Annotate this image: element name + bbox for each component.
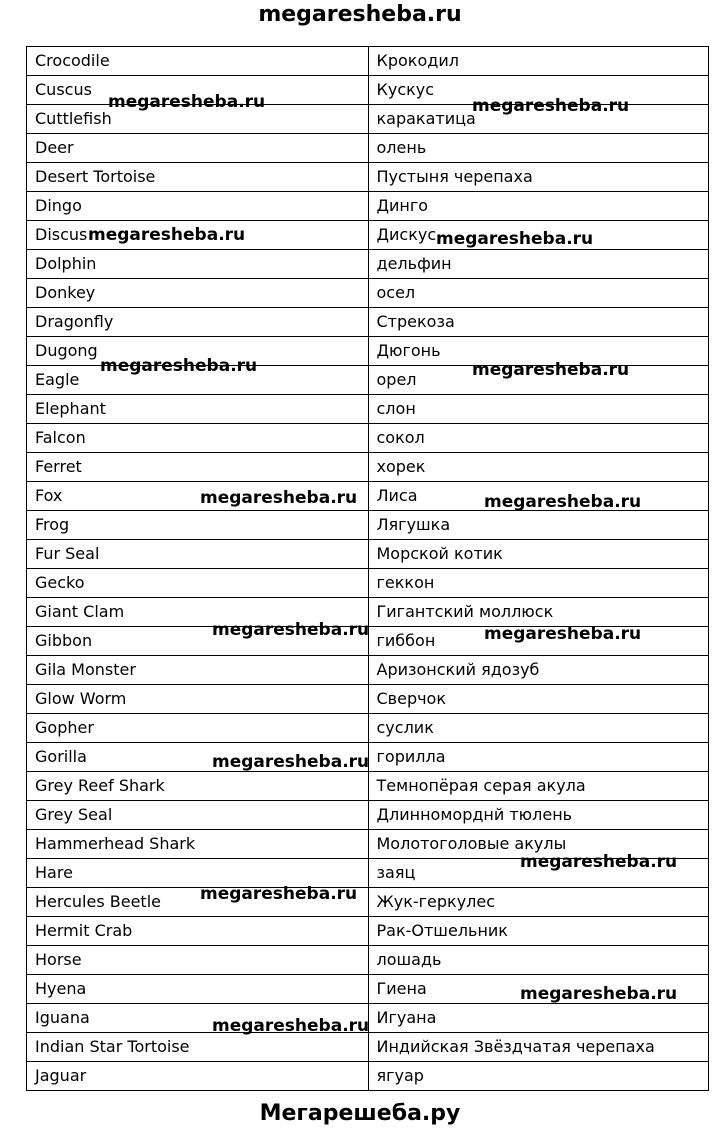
table-row — [27, 975, 709, 1004]
table-row — [27, 1033, 709, 1062]
table-row — [27, 714, 709, 743]
table-row — [27, 424, 709, 453]
english-word-cell: Dugong — [27, 337, 369, 366]
english-word-cell: Glow Worm — [27, 685, 369, 714]
table-row — [27, 250, 709, 279]
russian-word-cell: Аризонский ядозуб — [368, 656, 709, 685]
russian-word-cell: каракатица — [368, 105, 709, 134]
english-word-cell: Horse — [27, 946, 369, 975]
english-word-cell: Dragonfly — [27, 308, 369, 337]
english-word-cell: Indian Star Tortoise — [27, 1033, 369, 1062]
table-row — [27, 482, 709, 511]
english-word-cell: Hermit Crab — [27, 917, 369, 946]
english-word-cell: Donkey — [27, 279, 369, 308]
russian-word-cell: Лягушка — [368, 511, 709, 540]
table-row — [27, 627, 709, 656]
russian-word-cell: Стрекоза — [368, 308, 709, 337]
table-row — [27, 888, 709, 917]
watermark-text: megaresheba.ru — [472, 96, 630, 116]
english-word-cell: Grey Reef Shark — [27, 772, 369, 801]
english-word-cell: Dolphin — [27, 250, 369, 279]
russian-word-cell: Гиена — [368, 975, 709, 1004]
english-word-cell: Desert Tortoise — [27, 163, 369, 192]
table-row — [27, 105, 709, 134]
site-header: megaresheba.ru — [258, 2, 462, 27]
watermark-text: megaresheba.ru — [108, 92, 266, 112]
table-row — [27, 946, 709, 975]
table-row — [27, 540, 709, 569]
russian-word-cell: Пустыня черепаха — [368, 163, 709, 192]
vocabulary-table — [26, 46, 709, 1091]
watermark-text: megaresheba.ru — [88, 225, 246, 245]
english-word-cell: Iguana — [27, 1004, 369, 1033]
russian-word-cell: гиббон — [368, 627, 709, 656]
russian-word-cell: осел — [368, 279, 709, 308]
russian-word-cell: Гигантский моллюск — [368, 598, 709, 627]
russian-word-cell: горилла — [368, 743, 709, 772]
russian-word-cell: орел — [368, 366, 709, 395]
english-word-cell: Gopher — [27, 714, 369, 743]
english-word-cell: Frog — [27, 511, 369, 540]
russian-word-cell: Сверчок — [368, 685, 709, 714]
watermark-text: megaresheba.ru — [484, 492, 642, 512]
site-footer: Мегарешеба.ру — [259, 1101, 461, 1126]
table-row — [27, 685, 709, 714]
english-word-cell: Hyena — [27, 975, 369, 1004]
russian-word-cell: хорек — [368, 453, 709, 482]
russian-word-cell: лошадь — [368, 946, 709, 975]
watermark-text: megaresheba.ru — [200, 884, 358, 904]
russian-word-cell: заяц — [368, 859, 709, 888]
english-word-cell: Fur Seal — [27, 540, 369, 569]
english-word-cell: Elephant — [27, 395, 369, 424]
table-row — [27, 917, 709, 946]
table-row — [27, 772, 709, 801]
english-word-cell: Crocodile — [27, 47, 369, 76]
table-row — [27, 47, 709, 76]
table-row — [27, 163, 709, 192]
english-word-cell: Jaguar — [27, 1062, 369, 1091]
russian-word-cell: Динго — [368, 192, 709, 221]
english-word-cell: Gorilla — [27, 743, 369, 772]
english-word-cell: Gecko — [27, 569, 369, 598]
russian-word-cell: Морской котик — [368, 540, 709, 569]
english-word-cell: Deer — [27, 134, 369, 163]
english-word-cell: Fox — [27, 482, 369, 511]
english-word-cell: Hare — [27, 859, 369, 888]
russian-word-cell: Жук-геркулес — [368, 888, 709, 917]
russian-word-cell: суслик — [368, 714, 709, 743]
table-row — [27, 453, 709, 482]
watermark-text: megaresheba.ru — [484, 624, 642, 644]
russian-word-cell: Длинноморднй тюлень — [368, 801, 709, 830]
vocabulary-table-body — [27, 47, 709, 1091]
english-word-cell: Hammerhead Shark — [27, 830, 369, 859]
watermark-text: megaresheba.ru — [100, 356, 258, 376]
table-row — [27, 1004, 709, 1033]
table-row — [27, 395, 709, 424]
english-word-cell: Gila Monster — [27, 656, 369, 685]
table-row — [27, 569, 709, 598]
english-word-cell: Giant Clam — [27, 598, 369, 627]
russian-word-cell: Дюгонь — [368, 337, 709, 366]
english-word-cell: Cuscus — [27, 76, 369, 105]
table-row — [27, 859, 709, 888]
watermark-text: megaresheba.ru — [520, 984, 678, 1004]
russian-word-cell: Дискус — [368, 221, 709, 250]
russian-word-cell: Кускус — [368, 76, 709, 105]
table-row — [27, 192, 709, 221]
english-word-cell: Gibbon — [27, 627, 369, 656]
russian-word-cell: Молотоголовые акулы — [368, 830, 709, 859]
english-word-cell: Grey Seal — [27, 801, 369, 830]
watermark-text: megaresheba.ru — [212, 620, 370, 640]
watermark-text: megaresheba.ru — [472, 360, 630, 380]
table-row — [27, 308, 709, 337]
table-row — [27, 76, 709, 105]
russian-word-cell: слон — [368, 395, 709, 424]
russian-word-cell: Темнопёрая серая акула — [368, 772, 709, 801]
table-row — [27, 511, 709, 540]
russian-word-cell: Лиса — [368, 482, 709, 511]
english-word-cell: Dingo — [27, 192, 369, 221]
watermark-text: megaresheba.ru — [212, 752, 370, 772]
russian-word-cell: Игуана — [368, 1004, 709, 1033]
russian-word-cell: сокол — [368, 424, 709, 453]
russian-word-cell: дельфин — [368, 250, 709, 279]
table-row — [27, 134, 709, 163]
russian-word-cell: олень — [368, 134, 709, 163]
russian-word-cell: Рак-Отшельник — [368, 917, 709, 946]
table-row — [27, 656, 709, 685]
watermark-text: megaresheba.ru — [212, 1016, 370, 1036]
english-word-cell: Falcon — [27, 424, 369, 453]
english-word-cell: Hercules Beetle — [27, 888, 369, 917]
english-word-cell: Cuttlefish — [27, 105, 369, 134]
table-row — [27, 279, 709, 308]
table-row — [27, 337, 709, 366]
table-row — [27, 1062, 709, 1091]
watermark-text: megaresheba.ru — [200, 488, 358, 508]
table-row — [27, 598, 709, 627]
russian-word-cell: ягуар — [368, 1062, 709, 1091]
english-word-cell: Discus — [27, 221, 369, 250]
english-word-cell: Ferret — [27, 453, 369, 482]
table-row — [27, 801, 709, 830]
watermark-text: megaresheba.ru — [436, 229, 594, 249]
table-row — [27, 830, 709, 859]
russian-word-cell: Индийская Звёздчатая черепаха — [368, 1033, 709, 1062]
english-word-cell: Eagle — [27, 366, 369, 395]
table-row — [27, 366, 709, 395]
table-row — [27, 743, 709, 772]
russian-word-cell: Крокодил — [368, 47, 709, 76]
table-row — [27, 221, 709, 250]
watermark-text: megaresheba.ru — [520, 852, 678, 872]
russian-word-cell: геккон — [368, 569, 709, 598]
